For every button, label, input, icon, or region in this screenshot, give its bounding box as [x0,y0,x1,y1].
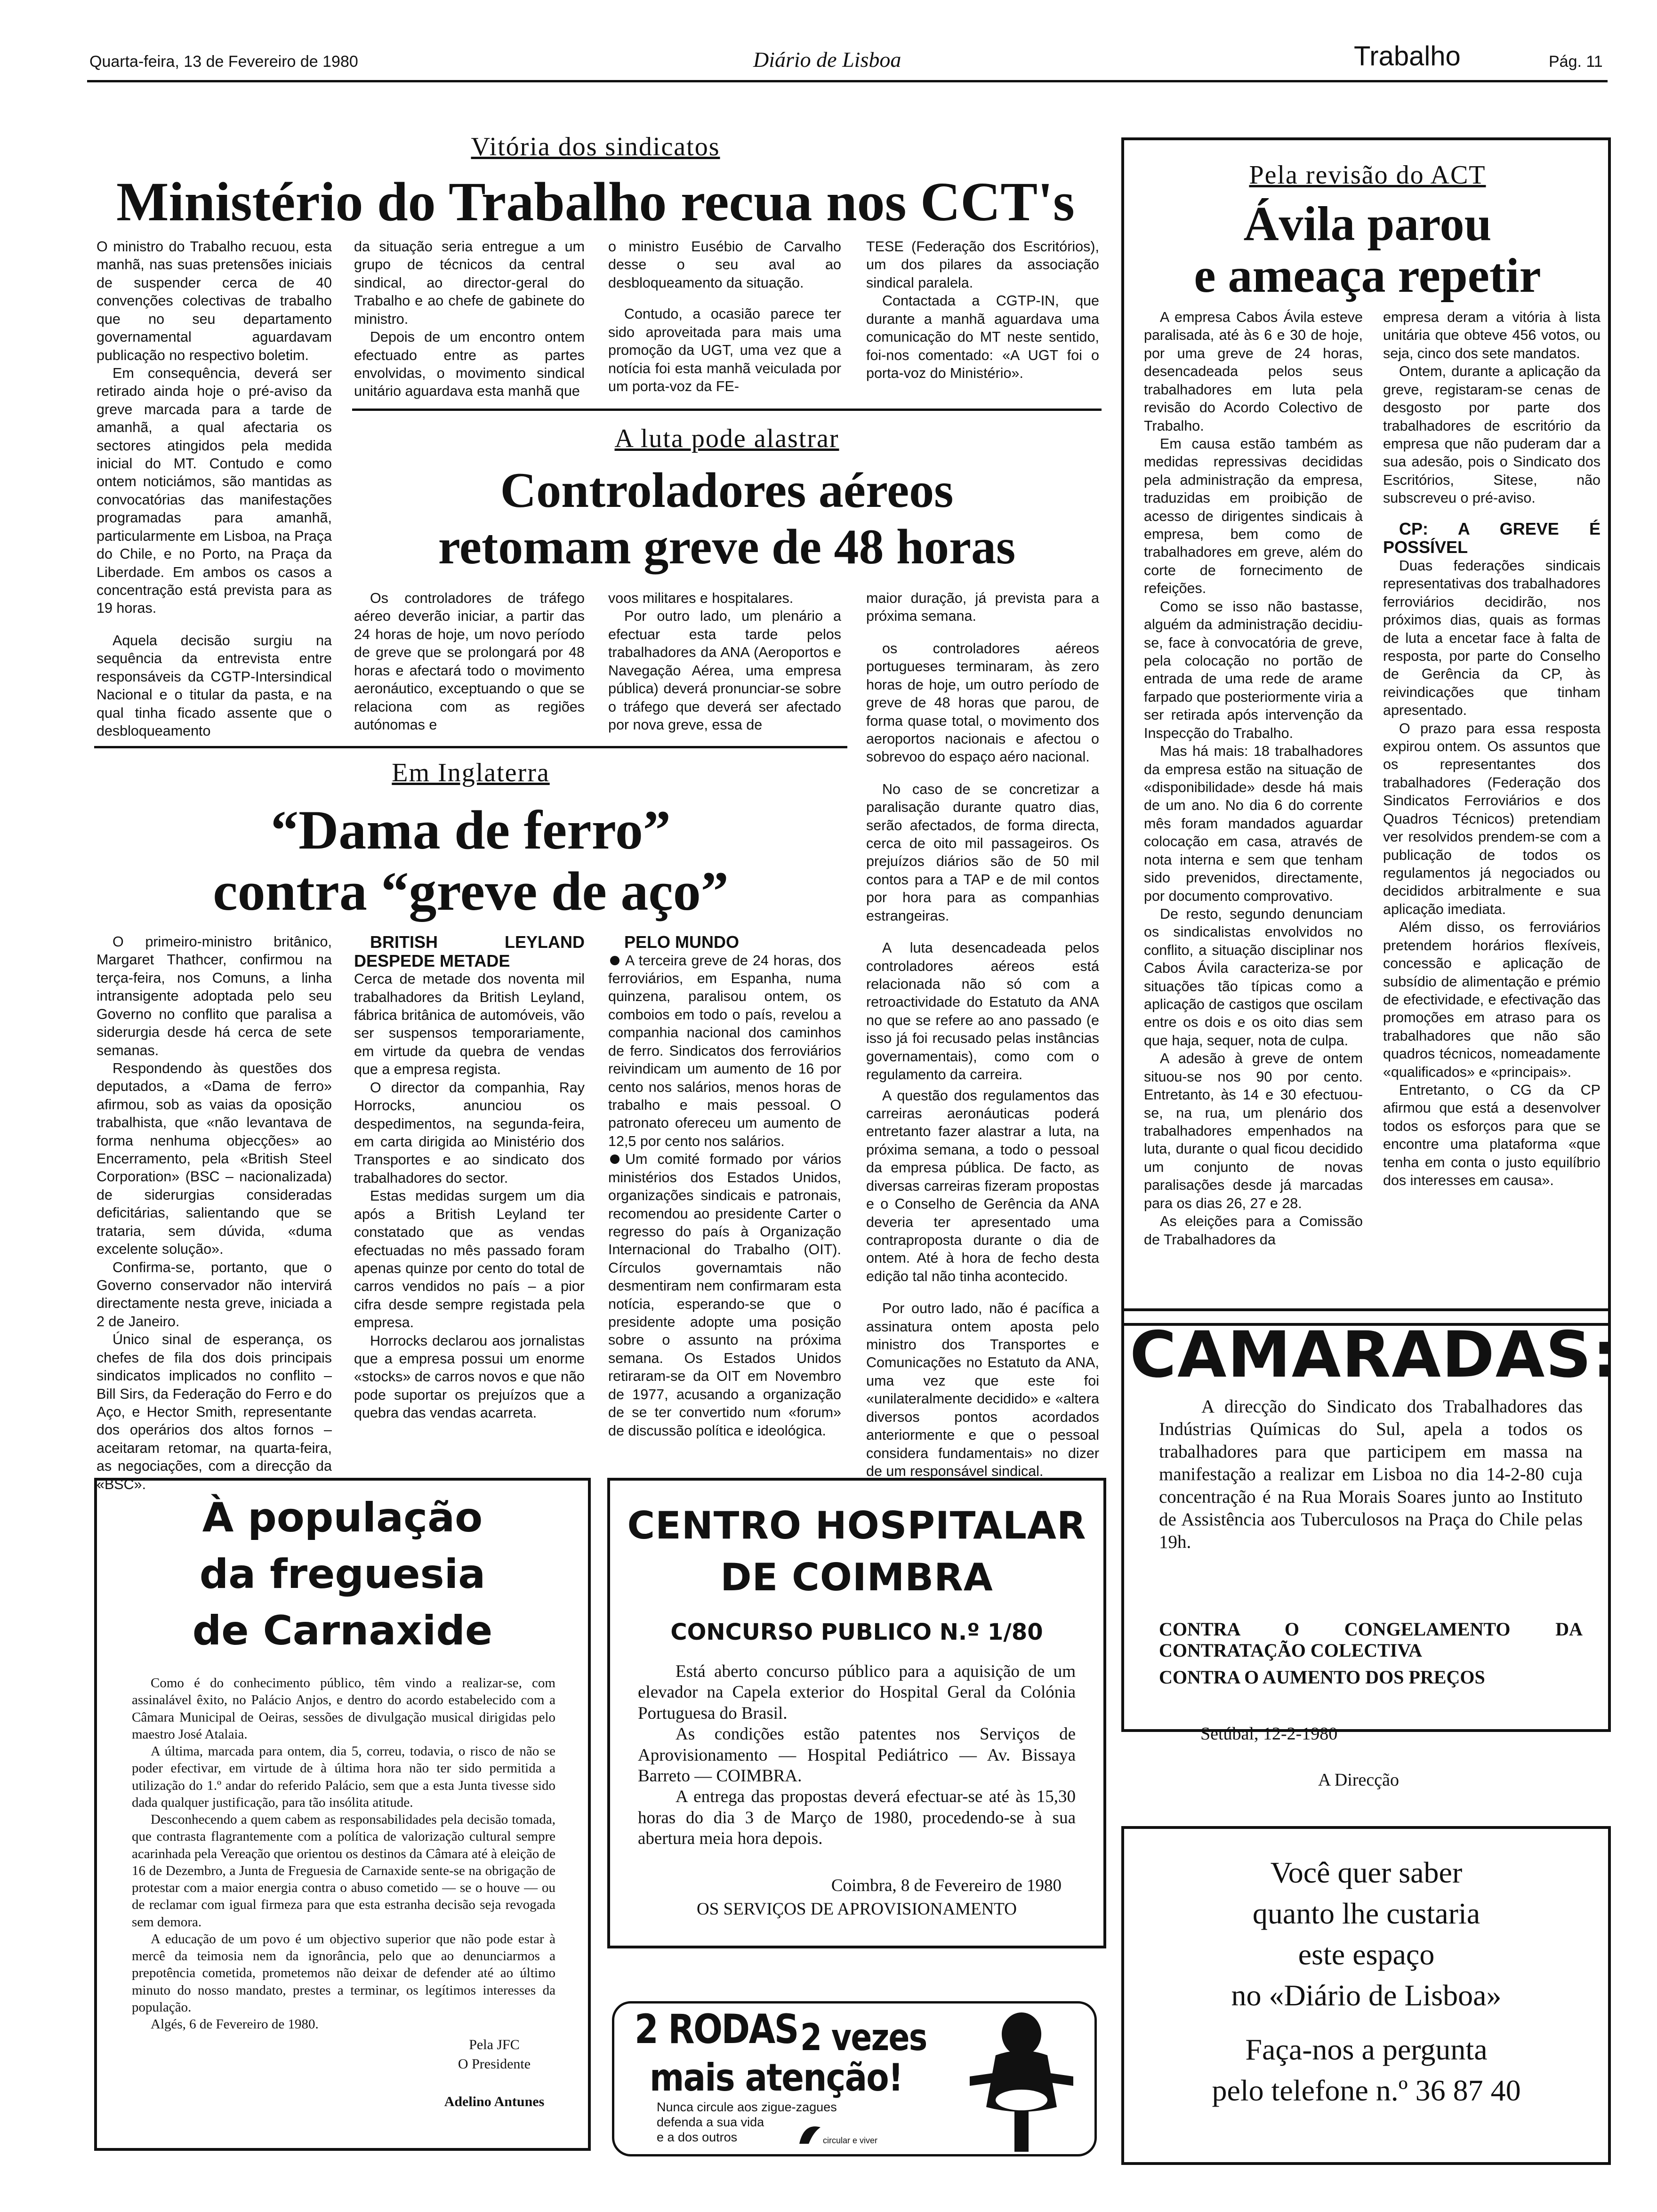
dl-ad-text: Você quer saber quanto lhe custaria este espaço no «Diário de Lisboa» Faça-nos a pergunta pelo telefone n.º 36 87 40 [1212,1856,1521,2108]
story2-column-2: voos militares e hospitalares. Por outro lado, um plenário a efectuar esta tarde pelos trabalhadores da ANA (Aeroportos e Navegação Aérea, uma empresa pública) deverá pronunciar-se sobre o tráfego que deverá ser afectado por nova greve, essa de [608,590,841,733]
story3-subhead-leyland: BRITISH LEYLAND DESPEDE METADE [354,932,585,970]
camaradas-body: A direcção do Sindicato dos Trabalhadores das Indústrias Químicas do Sul, apela a todos os trabalhadores para que participem em massa na manifestação a realizar em Lisboa no dia 14-2-80 cuja concentração é na Rua Morais Soares junto ao Instituto de Assistência aos Tuberculosos na Praça do Chile pelas 19h. [1159,1396,1583,1552]
story4-kicker: Pela revisão do ACT [1249,160,1486,190]
rodas-title-2: 2 vezes [800,2017,927,2059]
story4-column-2: empresa deram a vitória à lista unitária que obteve 456 votos, ou seja, cinco dos sete mandatos. Ontem, durante a aplicação da greve, registaram-se cenas de desgosto por parte dos trabalhadores de escritório da empresa que não puderam dar a sua adesão, pois o Sindicato dos Escritórios, Sitese, não subscreveu o pré-aviso. CP: A GREVE É POSSÍVEL Duas federações sindicais representativas dos trabalhadores ferroviários decidirão, nos próximos dias, quais as formas de luta a encetar face à falta de resposta, por parte do Conselho de Gerência da CP, às reivindicações que tinham apresentado. O prazo para essa resposta expirou ontem. Os assuntos que os representantes dos trabalhadores (Federação dos Sindicatos Ferroviários e dos Quadros Técnicos) pretendiam ver resolvidos prendem-se com a publicação de todos os regulamentos já negociados ou decididos arbitralmente e sua aplicação imediata. Além disso, os ferroviários pretendem horários flexíveis, concessão e aplicação de subsídio de alimentação e prémio de efectividade, e efectivação das promoções em atraso para os trabalhadores que não são quadros técnicos, nomeadamente «qualificados» e «principais». Entretanto, o CG da CP afirmou que está a desenvolver todos os esforços para que se encontre uma plataforma «que tenha em conta o justo equilíbrio dos interesses em causa». [1383,309,1601,1189]
story4-headline-line-1: Ávila parou [1243,197,1492,251]
story1-column-2: da situação seria entregue a um grupo de técnicos da central sindical, ao director-geral do Trabalho e ao chefe de gabinete do ministro. Depois de um encontro ontem efectuado entre as partes envolvidas, o movimento sindical unitário aguardava esta manhã que [354,239,585,400]
story3-subhead-world: PELO MUNDO [624,932,740,952]
story2-column-1: Os controladores de tráfego aéreo deverão iniciar, a partir das 24 horas de hoje, um novo período de greve que se prolongará por 48 horas e afectará todo o movimento aeronáutico, exceptuando o que se relaciona com as regiões autónomas e [354,590,585,733]
story1-column-4: TESE (Federação dos Escritórios), um dos pilares da associação sindical paralela. Contactada a CGTP-IN, que durante a manhã aguardava uma comunicação do MT neste sentido, foi-nos comentado: «A UGT foi o porta-voz do Ministério». [866,239,1099,381]
rodas-title-3: mais atenção! [650,2056,903,2100]
story2-kicker: A luta pode alastrar [614,424,839,453]
story4-column-1: A empresa Cabos Ávila esteve paralisada, até às 6 e 30 de hoje, por uma greve de 24 horas, desencadeada pelos seus trabalhadores em luta pela revisão do Acordo Colectivo de Trabalho. Em causa estão também as medidas repressivas decididas pela administração da empresa, traduzidas em proibição de acesso de dirigentes sindicais à empresa, bem como de trabalhadores em greve, além do corte de fornecimento de refeições. Como se isso não bastasse, alguém da administração decidiu-se, face à convocatória de greve, pela colocação no portão de entrada de uma rede de arame farpado que posteriormente viria a ser retirada após intervenção da Inspecção do Trabalho. Mas há mais: 18 trabalhadores da empresa estão na situação de «disponibilidade» desde há mais de um ano. No dia 6 do corrente mês foram mandados aguardar colocação em casa, através de nota interna e sem que tenham sido prevenidos, directamente, por documento comprovativo. De resto, segundo denunciam os sindicalistas envolvidos no conflito, a situação disciplinar nos Cabos Ávila caracteriza-se por situações tão típicas como a aplicação de castigos que oscilam entre os dois e os oito dias sem que haja, sequer, nota de culpa. A adesão à greve de ontem situou-se nos 90 por cento. Entretanto, às 14 e 30 efectuou-se, na rua, um plenário dos trabalhadores empenhados na luta, durante o qual ficou decidido um conjunto de novas paralisações desde já marcadas para os dias 26, 27 e 28. As eleições para a Comissão de Trabalhadores da [1144,309,1363,1248]
coimbra-date: Coimbra, 8 de Fevereiro de 1980 [831,1876,1062,1895]
story3-column-3: PELO MUNDO A terceira greve de 24 horas, dos ferroviários, em Espanha, numa quinzena, paralisou ontem, os comboios em todo o país, revelou a companhia nacional dos caminhos de ferro. Sindicatos dos ferroviários reivindicam um aumento de 16 por cento nos salários, menos horas de trabalho e mais pessoal. O patronato ofereceu um aumento de 12,5 por cento nos salários. Um comité formado por vários ministérios dos Estados Unidos, organizações sindicais e patronais, recomendou ao presidente Carter o regresso do país à Organização Internacional do Trabalho (OIT). Círculos governamtais não desmentiram nem confirmaram esta notícia, esperando-se que o presidente adopte uma posição sobre o assunto na próxima semana. Os Estados Unidos retiraram-se da OIT em Novembro de 1977, acusando a organização de se ter convertido num «forum» de discussão política e ideológica. [608,932,841,1439]
carnaxide-signature: Pela JFC O Presidente Adelino Antunes [444,2037,545,2109]
story1-story2-rule [352,409,1102,411]
bullet-icon [610,1154,619,1164]
story2-headline-line-1: Controladores aéreos [500,463,954,518]
story3-column-1: O primeiro-ministro britânico, Margaret Thathcer, confirmou na terça-feira, nos Comuns, a linha intransigente adoptada pelo seu Governo no conflito que paralisa a siderurgia desde há cerca de sete semanas. Respondendo às questões dos deputados, a «Dama de ferro» afirmou, sob as vaias da oposição trabalhista, que «não levantava de forma nenhuma objecções» ao Encerramento, pela «British Steel Corporation» (BSC – nacionalizada) de siderurgias consideradas deficitárias, salientando que se trataria, sem dúvida, «duma excelente solução». Confirma-se, portanto, que o Governo conservador não intervirá directamente nesta greve, iniciada a 2 de Janeiro. Único sinal de esperança, os chefes de fila dos dois principais sindicatos implicados no conflito – Bill Sirs, da Federação do Ferro e do Aço, e Hector Smith, representante dos operários dos altos fornos – aceitaram retomar, na quarta-feira, as negociações, com a direcção da «BSC». [97,934,332,1492]
story3-kicker: Em Inglaterra [392,758,550,787]
story2-column-3: maior duração, já prevista para a próxima semana. os controladores aéreos portugueses terminaram, às zero horas de hoje, um outro período de greve de 48 horas que parou, de forma quase total, o movimento dos aeroportos nacionais e afectou o sobrevoo do espaço aéro nacional. No caso de se concretizar a paralisação durante quatro dias, serão afectados, de forma directa, cerca de oito mil passageiros. Os prejuízos diários são de 50 mil contos para a TAP e de mil contos por hora para as companhias estrangeiras. A luta desencadeada pelos controladores aéreos está relacionada não só com a retroactividade do Estatuto da ANA no que se refere ao ano passado (e isso já foi recusado pelas instâncias governamentais), como com o regulamento da carreira. A questão dos regulamentos das carreiras aeronáuticas poderá entretanto fazer alastrar a luta, na próxima semana, a todo o pessoal da empresa pública. De facto, as diversas carreiras fizeram propostas e o Conselho de Gerência da ANA deveria ter apresentado uma contraproposta durante o dia de ontem. Até à hora de fecho desta edição tal não tinha acontecido. Por outro lado, não é pacífica a assinatura ontem aposta pelo ministro dos Transportes e Comunicações no Estatuto da ANA, uma vez que este foi «unilateralmente decidido» e «altera diversos pontos acordados anteriormente e que o pessoal considera fundamentais» no dizer de um responsável sindical. [866,590,1099,1479]
camaradas-title: CAMARADAS: [1130,1318,1619,1392]
rodas-title-1: 2 RODAS [635,2006,798,2053]
circular-e-viver-logo: circular e viver [795,2118,884,2153]
carnaxide-body: Como é do conhecimento público, têm vindo a realizar-se, com assinalável êxito, no Palácio Anjos, e dentro do acordo estabelecido com a Câmara Municipal de Oeiras, sessões de divulgação musical dirigidas pelo maestro José Atalaia. A última, marcada para ontem, dia 5, correu, todavia, o risco de não se poder efectivar, em virtude de à última hora não ter sido permitida a utilização do 1.º andar do referido Palácio, sem que a esta Junta tivesse sido dada qualquer justificação, para tão insólita atitude. Desconhecendo a quem cabem as responsabilidades pela decisão tomada, que contrasta flagrantemente com a política de valorização cultural sempre acarinhada pela Vereação que orientou os destinos da Câmara até à eleição de 16 de Dezembro, a Junta de Freguesia de Carnaxide sente-se na obrigação de protestar com a maior energia contra o abuso cometido — se o houve — ou de reclamar com igual firmeza para que esta estranha decisão seja revogada sem demora. A educação de um povo é um objectivo superior que não pode estar à mercê da teimosia nem da ignorância, pelo que ao denunciarmos a prepotência cometida, prometemos não deixar de defender até ao último minuto do nosso mandato, prestes a terminar, os legítimos interesses da população. Algés, 6 de Fevereiro de 1980. [132,1675,555,2032]
story2-headline-line-2: retomam greve de 48 horas [438,519,1016,574]
story3-headline-line-1: “Dama de ferro” [271,799,671,861]
carnaxide-title-1: À população [202,1494,483,1541]
carnaxide-title-2: da freguesia [199,1551,486,1598]
coimbra-signature: OS SERVIÇOS DE APROVISIONAMENTO [697,1899,1017,1919]
coimbra-subtitle: CONCURSO PUBLICO N.º 1/80 [670,1619,1043,1645]
coimbra-title-2: DE COIMBRA [720,1555,993,1599]
camaradas-slogan-2: CONTRA O AUMENTO DOS PREÇOS [1159,1667,1485,1688]
carnaxide-title-3: de Carnaxide [192,1607,493,1654]
section-name: Trabalho [1354,41,1461,72]
motorcyclist-icon [951,2006,1092,2159]
camaradas-signature: A Direcção [1318,1770,1399,1790]
story2-story3-rule [94,746,847,748]
masthead-rule [87,80,1608,82]
bullet-icon [610,956,619,965]
story1-headline: Ministério do Trabalho recua nos CCT's [116,171,1075,232]
coimbra-body: Está aberto concurso público para a aquisição de um elevador na Capela exterior do Hospital Geral da Colónia Portuguesa do Brasil. As condições estão patentes nos Serviços de Aprovisionamento — Hospital Pediátrico — Av. Bissaya Barreto — COIMBRA. A entrega das propostas deverá efectuar-se até às 15,30 horas do dia 3 de Março de 1980, procedendo-se à sua abertura meia hora depois. [638,1662,1076,1849]
story4-subhead-cp: CP: A GREVE É POSSÍVEL [1383,519,1601,557]
camaradas-place-date: Setúbal, 12-2-1980 [1200,1724,1338,1744]
rodas-text: Nunca circule aos zigue-zagues defenda a sua vida e a dos outros [657,2100,837,2144]
story1-kicker: Vitória dos sindicatos [471,132,720,161]
issue-date: Quarta-feira, 13 de Fevereiro de 1980 [89,53,358,71]
story3-headline-line-2: contra “greve de aço” [213,860,729,922]
story4-headline-line-2: e ameaça repetir [1194,248,1541,303]
coimbra-title-1: CENTRO HOSPITALAR [627,1504,1086,1547]
story1-column-1: O ministro do Trabalho recuou, esta manhã, nas suas pretensões iniciais de suspender cerca de 40 convenções colectivas de trabalho que no seu departamento governamental aguardavam publicação no respectivo boletim. Em consequência, deverá ser retirado ainda hoje o pré-aviso da greve marcada para a tarde de amanhã, a qual afectaria os sectores atingidos pela medida inicial do MT. Contudo e como ontem noticiámos, são mantidas as convocatórias das manifestações programadas para amanhã, particularmente em Lisboa, na Praça do Chile, e no Porto, na Praça da Liberdade. Em ambos os casos a concentração está prevista para as 19 horas. Aquela decisão surgiu na sequência da entrevista entre responsáveis da CGTP-Intersindical Nacional e o titular da pasta, e na qual tinha ficado assente que o desbloqueamento [97,239,332,739]
story3-column-2: BRITISH LEYLAND DESPEDE METADE Cerca de metade dos noventa mil trabalhadores da British Leyland, fábrica britânica de automóveis, vão ser suspensos temporariamente, em virtude da quebra de vendas que a empresa regista. O director da companhia, Ray Horrocks, anunciou os despedimentos, na segunda-feira, em carta dirigida ao Ministério dos Transportes e ao sindicato dos trabalhadores do sector. Estas medidas surgem um dia após a British Leyland ter constatado que as vendas efectuadas no mês passado foram apenas quinze por cento do total de carros vendidos no país – a pior cifra desde sempre registada pela empresa. Horrocks declarou aos jornalistas que a empresa possui um enorme «stocks» de carros novos e que não pode suportar os prejuízos que a quebra das vendas acarreta. [354,932,585,1421]
circular-e-viver-logo-icon [795,2118,884,2151]
newspaper-name: Diário de Lisboa [753,48,901,72]
camaradas-slogan-1: CONTRA O CONGELAMENTO DA CONTRATAÇÃO COLECTIVA [1159,1619,1583,1661]
story1-column-3: o ministro Eusébio de Carvalho desse o seu aval ao desbloqueamento da situação. Contudo, a ocasião parece ter sido aproveitada para mais uma promoção da UGT, uma vez que a notícia foi esta manhã veiculada por um porta-voz da FE- [608,239,841,394]
page-number: Pág. 11 [1549,53,1603,71]
